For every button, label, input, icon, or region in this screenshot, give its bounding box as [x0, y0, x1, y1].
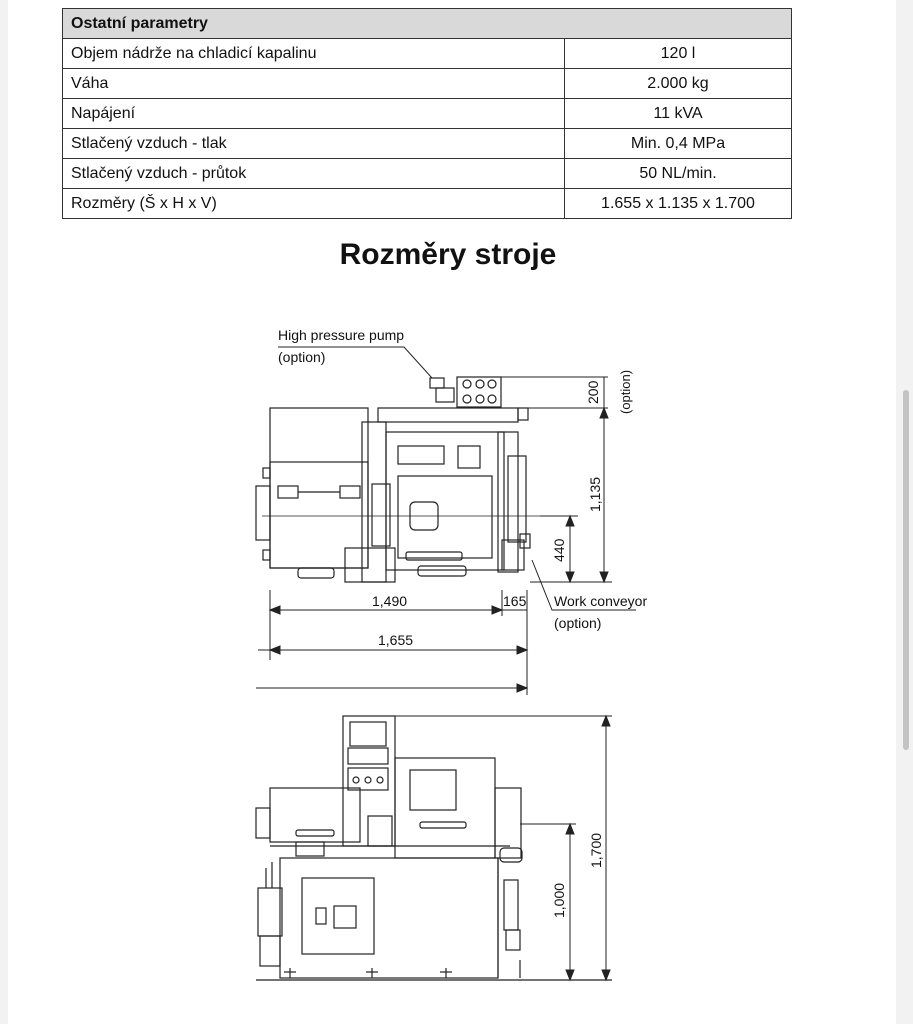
- top-view-dimensions: [256, 347, 636, 695]
- row-value: 1.655 x 1.135 x 1.700: [565, 189, 792, 219]
- scrollbar-thumb[interactable]: [903, 390, 909, 750]
- row-value: 50 NL/min.: [565, 159, 792, 189]
- front-view: [256, 716, 612, 980]
- dim-200-option-label: (option): [618, 369, 633, 414]
- dim-1490-label: 1,490: [372, 593, 408, 609]
- dim-1655-label: 1,655: [378, 632, 414, 648]
- row-value: 11 kVA: [565, 99, 792, 129]
- high-pressure-pump: [430, 377, 501, 407]
- conveyor-option-label: (option): [554, 615, 602, 631]
- drawing-labels: [278, 327, 647, 918]
- dim-200-label: 200: [585, 380, 601, 404]
- dim-440-label: 440: [551, 538, 567, 562]
- row-value: 2.000 kg: [565, 69, 792, 99]
- dim-165-label: 165: [503, 593, 527, 609]
- dim-1000-label: 1,000: [551, 882, 567, 918]
- row-label: Objem nádrže na chladicí kapalinu: [63, 39, 565, 69]
- table-header: Ostatní parametry: [63, 9, 792, 39]
- top-view: [256, 377, 548, 582]
- scrollbar[interactable]: [899, 0, 913, 1024]
- pump-option-label: (option): [278, 349, 326, 365]
- row-value: 120 l: [565, 39, 792, 69]
- section-title: Rozměry stroje: [339, 238, 557, 271]
- pump-label: High pressure pump: [278, 327, 405, 343]
- row-label: Váha: [63, 69, 565, 99]
- dim-1700-label: 1,700: [588, 832, 604, 868]
- row-label: Stlačený vzduch - průtok: [63, 159, 565, 189]
- row-label: Rozměry (Š x H x V): [63, 189, 565, 219]
- row-value: Min. 0,4 MPa: [565, 129, 792, 159]
- row-label: Napájení: [63, 99, 565, 129]
- row-label: Stlačený vzduch - tlak: [63, 129, 565, 159]
- conveyor-label: Work conveyor: [554, 593, 648, 609]
- dim-1135-label: 1,135: [587, 476, 603, 512]
